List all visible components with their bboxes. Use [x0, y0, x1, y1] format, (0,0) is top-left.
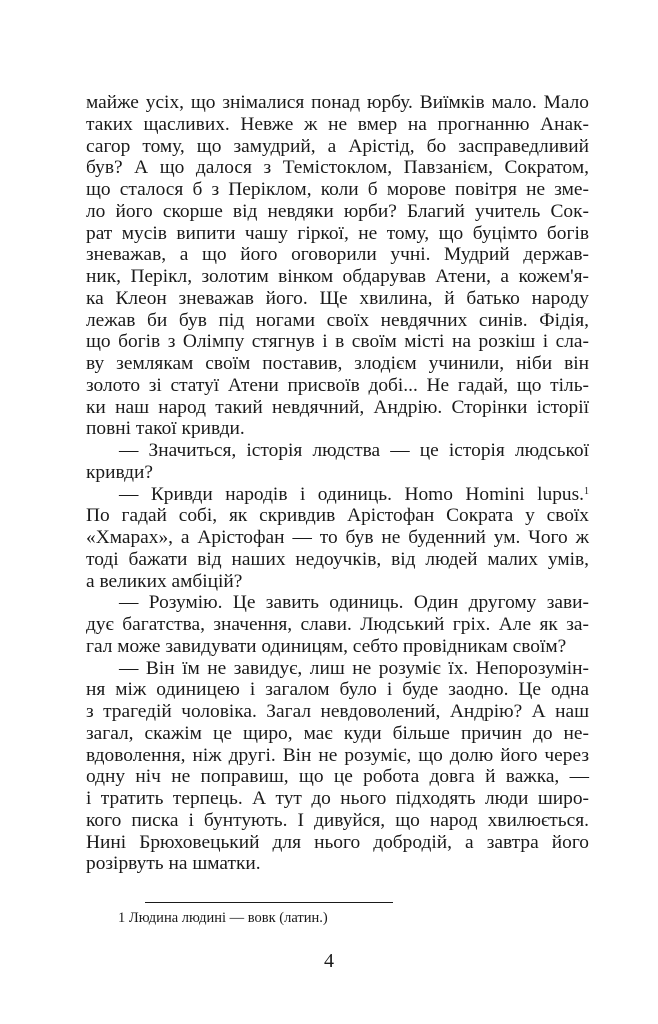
text-line: — Він їм не завидує, лиш не розуміє їх. Непорозумін-	[119, 657, 589, 679]
text-line: сагор тому, що замудрий, а Арістід, бо засправедливий	[86, 135, 589, 157]
text-line: ки наш народ такий невдячний, Андрію. Сторінки історії	[86, 396, 589, 418]
text-line: ня між одиницею і загалом було і буде заодно. Це одна	[86, 679, 589, 701]
footnote-divider	[145, 902, 393, 903]
text-line-with-footnote	[86, 484, 589, 506]
text-line: тоді бажати від наших недоучків, від людей малих умів,	[86, 548, 589, 570]
text-line: рат мусів випити чашу гіркої, не тому, що буцімто богів	[86, 222, 589, 244]
text-line: таких щасливих. Невже ж не вмер на прогнанню Анак-	[86, 113, 589, 135]
text-line: кривди?	[86, 461, 154, 483]
text-line-content: — Кривди народів і одиниць. Homo Homini lupus.	[119, 483, 584, 505]
text-line: ник, Перікл, золотим вінком обдарував Атени, а кожем'я-	[86, 266, 589, 287]
text-line: гал може завидувати одиницям, себто провідникам своїм?	[86, 635, 567, 657]
text-line: зневажав, а що його оговорили учні. Мудрий держав-	[86, 244, 589, 266]
text-line: кого писка і бунтують. І дивуйся, що народ хвилюється.	[86, 809, 589, 831]
text-line: ка Клеон зневажав його. Ще хвилина, й батько народу	[86, 287, 589, 309]
text-line: «Хмарах», а Арістофан — то був не буденний ум. Чого ж	[86, 527, 589, 548]
text-line: що богів з Олімпу стягнув і в своїм місті на розкіш і сла-	[86, 331, 589, 353]
footnote-text: Людина людині — вовк (латин.)	[128, 910, 328, 926]
text-line: вдоволення, ніж другі. Він не розуміє, що долю його через	[86, 744, 589, 766]
text-line: і тратить терпець. А тут до нього підходять люди широ-	[86, 788, 589, 809]
text-line: був? А що далося з Темістоклом, Павзанієм, Сократом,	[86, 157, 589, 179]
text-line: — Розумію. Це завить одиниць. Один другому зави-	[119, 592, 589, 614]
footnote-number: 1	[118, 910, 126, 926]
text-line: що сталося б з Періклом, коли б морове повітря не зме-	[86, 179, 589, 200]
text-line: ву землякам своїм поставив, злодієм учинили, ніби він	[86, 353, 589, 374]
text-line: ло його скорше від невдяки юрби? Благий учитель Сок-	[86, 200, 589, 222]
page-body	[86, 92, 589, 875]
text-line: з трагедій чоловіка. Загал невдоволений, Андрію? А наш	[86, 701, 589, 722]
text-line: лежав би був під ногами своїх невдячних синів. Фідія,	[86, 309, 589, 331]
footnote-marker: 1	[584, 485, 589, 497]
text-line: майже усіх, що знімалися понад юрбу. Виїмків мало. Мало	[86, 92, 589, 113]
text-line: — Значиться, історія людства — це історія людської	[119, 440, 589, 461]
text-line: а великих амбіцій?	[86, 570, 243, 592]
text-line: По гадай собі, як скривдив Арістофан Сократа у своїх	[86, 505, 589, 527]
text-line: золото зі статуї Атени присвоїв добі... Не гадай, що тіль-	[86, 374, 589, 396]
page-number: 4	[324, 950, 334, 972]
text-line: одну ніч не поправиш, що це робота довга й важка, —	[86, 766, 589, 788]
footnote	[118, 909, 328, 927]
text-line: розірвуть на шматки.	[86, 853, 261, 875]
text-line: Нині Брюховецький для нього добродій, а завтра його	[86, 831, 589, 853]
text-line: повні такої кривди.	[86, 418, 245, 440]
text-line: загал, скажім це щиро, має куди більше причин до не-	[86, 722, 589, 744]
text-line: дує багатства, значення, слави. Людський гріх. Але як за-	[86, 614, 589, 635]
